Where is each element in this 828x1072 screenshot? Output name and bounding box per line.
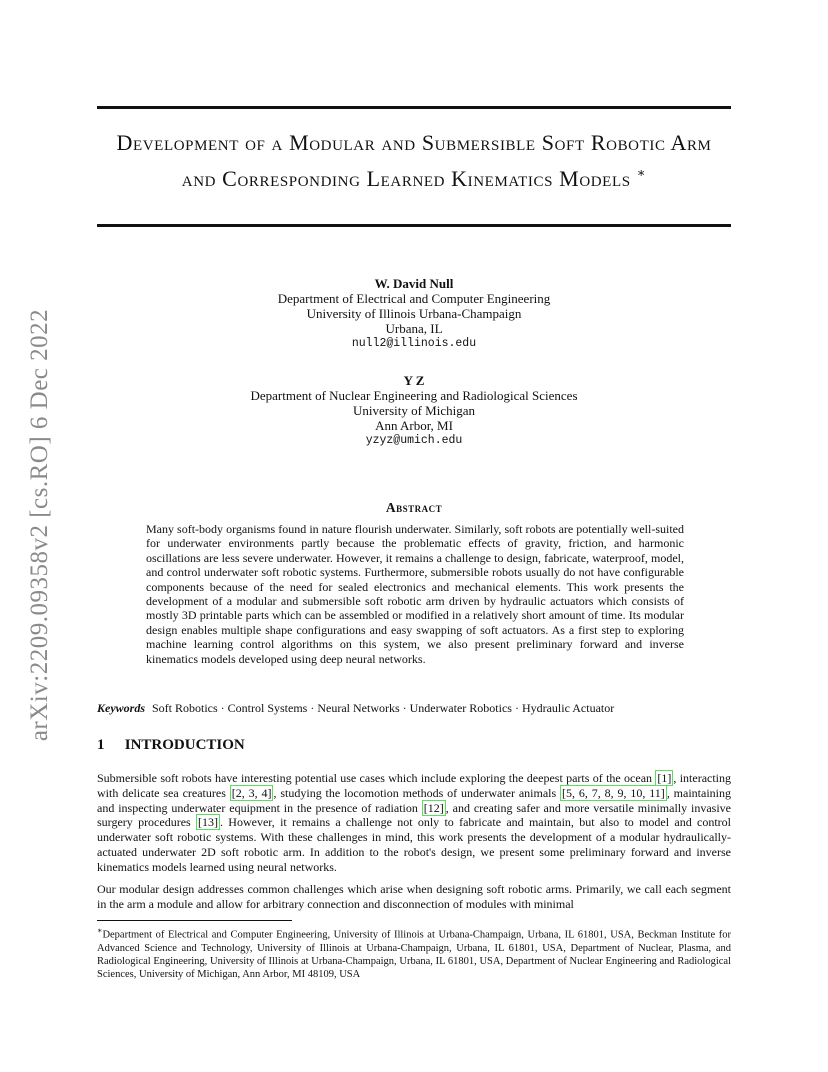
intro-text: . However, it remains a challenge not only to fabricate and maintain, but also to model and control underwater soft robotic systems. With these challenges in mind, this work presents the development of a modular hydraulically-actuated underwater 2D soft robotic arm. In addition to the robot's design, we present some preliminary forward and inverse kinematics models learned using neural networks.	[97, 815, 731, 874]
citation-link[interactable]: [5, 6, 7, 8, 9, 10, 11]	[562, 785, 665, 800]
title-footnote-mark[interactable]: ∗	[636, 165, 647, 180]
footnote-text: Department of Electrical and Computer Engineering, University of Illinois at Urbana-Champaign, Urbana, IL 61801, USA, Beckman Institute for Advanced Science and Technology, University of Illinois at Urbana-Champaign, Urbana, IL 61801, USA, Department of Nuclear, Plasma, and Radiological Engineering, University of Illinois at Urbana-Champaign, Urbana, IL 61801, USA, Department of Nuclear Engineering and Radiological Sciences, University of Michigan, Ann Arbor, MI 48109, USA	[97, 929, 731, 981]
citation-link[interactable]: [12]	[423, 800, 444, 815]
author-name: Y Z	[403, 373, 425, 388]
title-rule-top	[97, 106, 731, 109]
section-heading-introduction	[97, 737, 731, 754]
author-email[interactable]: yzyz@umich.edu	[365, 434, 463, 447]
paper-title	[97, 128, 731, 194]
intro-text: , and creating safer and more versatile minimally invasive surgery procedures	[97, 800, 731, 830]
citation-link[interactable]: [13]	[198, 815, 218, 830]
footnote-mark: ∗	[97, 926, 103, 935]
intro-paragraph-2: Our modular design addresses common challenges which arise when designing soft robotic arms. Primarily, we call each segment in the arm a module and allow for arbitrary connection and disconnection of modules with minimal	[97, 882, 731, 911]
author-block-2	[97, 373, 731, 448]
author-email[interactable]: null2@illinois.edu	[351, 337, 477, 350]
author-institution: University of Michigan	[352, 403, 476, 418]
abstract-heading: Abstract	[385, 500, 443, 515]
author-location: Ann Arbor, MI	[375, 418, 453, 433]
footnote	[97, 924, 731, 981]
intro-text: , interacting with delicate sea creatures	[97, 771, 732, 800]
author-department: Department of Nuclear Engineering and Radiological Sciences	[250, 388, 578, 403]
arxiv-stamp	[20, 290, 60, 760]
intro-text: , maintaining and inspecting underwater equipment in the presence of radiation	[97, 785, 732, 815]
paper-title-text: Development of a Modular and Submersible Soft Robotic Arm and Corresponding Learned Kinematics Models	[116, 130, 712, 191]
arxiv-stamp-text: arXiv:2209.09358v2 [cs.RO] 6 Dec 2022	[26, 308, 54, 742]
author-name: W. David Null	[374, 276, 454, 291]
author-department: Department of Electrical and Computer Engineering	[277, 291, 551, 306]
author-block-1	[97, 276, 731, 351]
author-institution: University of Illinois Urbana-Champaign	[306, 306, 522, 321]
intro-paragraph-1	[97, 771, 731, 875]
abstract-body: Many soft-body organisms found in nature flourish underwater. Similarly, soft robots are potentially well-suited for underwater environments partly because the problematic effects of gravity, friction, and harmonic oscillations are less severe underwater. However, it remains a challenge to design, fabricate, waterproof, model, and control underwater soft robotic systems. Furthermore, submersible robots usually do not have configurable components because of the need for sealed electronics and mechanical elements. This work presents the development of a modular and submersible soft robotic arm driven by hydraulic actuators which consists of mostly 3D printable parts which can be assembled or modified in a relatively short amount of time. Its modular design enables multiple shape configurations and easy swapping of soft actuators. As a first step to exploring machine learning control algorithms on this system, we also present preliminary forward and inverse kinematics models developed using deep neural networks.	[146, 522, 684, 666]
section-number: 1	[97, 737, 105, 753]
title-rule-bottom	[97, 224, 731, 227]
intro-text: , studying the locomotion methods of underwater animals	[273, 785, 561, 800]
citation-link[interactable]: [1]	[657, 771, 672, 785]
intro-text: Submersible soft robots have interesting potential use cases which include exploring the deepest parts of the ocean	[97, 771, 656, 785]
keywords	[97, 701, 731, 716]
footnote-rule	[97, 920, 292, 921]
author-location: Urbana, IL	[385, 321, 443, 336]
section-title: INTRODUCTION	[124, 737, 245, 753]
keywords-list: Soft Robotics · Control Systems · Neural Networks · Underwater Robotics · Hydraulic Actuator	[152, 701, 615, 715]
citation-link[interactable]: [2, 3, 4]	[231, 785, 272, 800]
keywords-label: Keywords	[97, 701, 145, 715]
